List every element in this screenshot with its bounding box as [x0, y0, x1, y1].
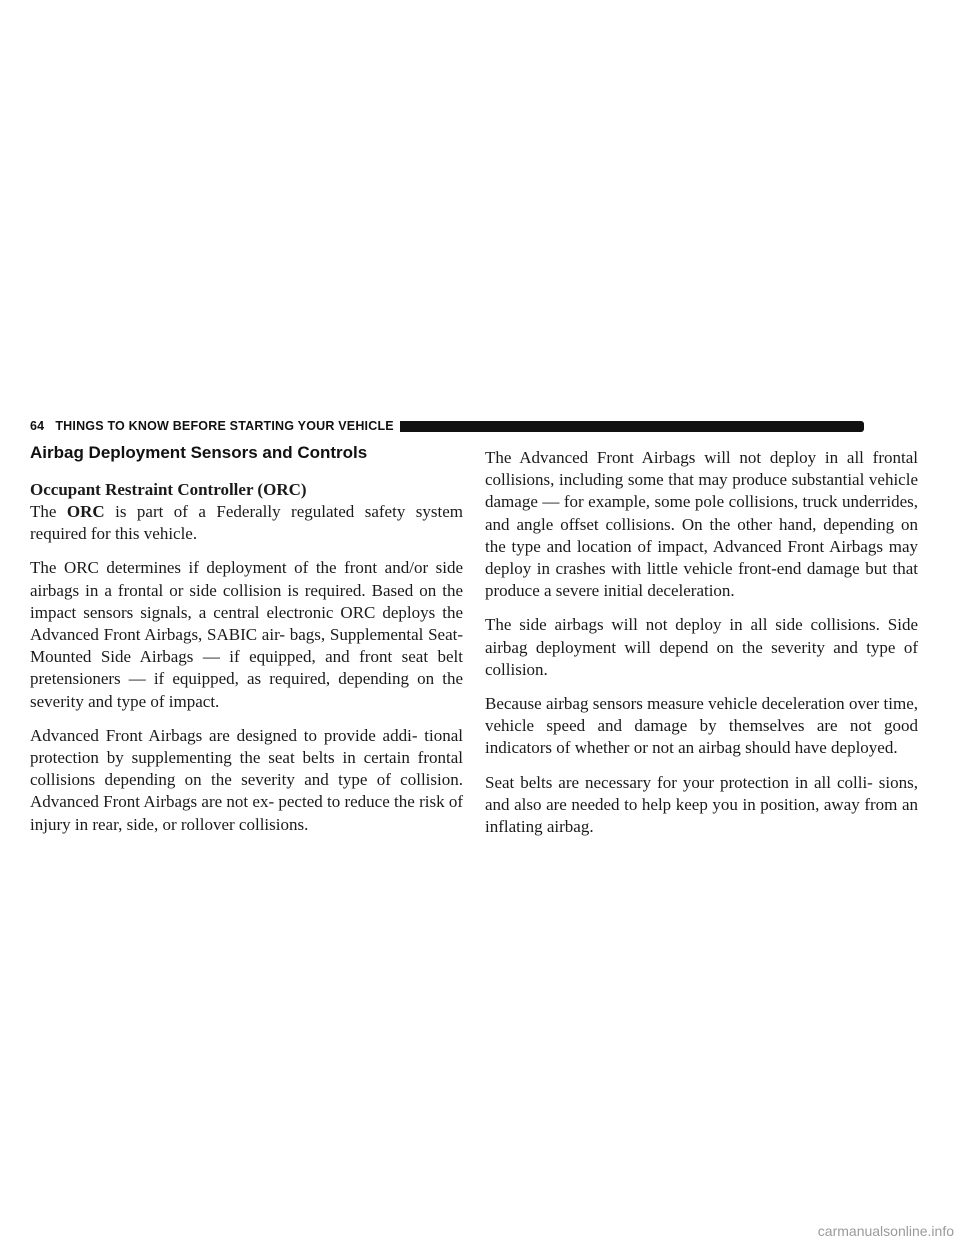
- header-rule: [400, 421, 864, 432]
- left-column: [30, 443, 463, 848]
- paragraph-seat-belts: Seat belts are necessary for your protection in all colli- sions, and also are needed to help keep you in position, away from an inflating airbag.: [485, 772, 918, 837]
- right-column: [485, 447, 918, 850]
- paragraph-advanced-front-airbags: Advanced Front Airbags are designed to provide addi- tional protection by supplementing the seat belts in certain frontal collisions depending on the severity and type of collision. Advanced Front Airbags are not ex- pected to reduce the risk of injury in rear, side, or rollover collisions.: [30, 725, 463, 834]
- paragraph-orc-determines: The ORC determines if deployment of the front and/or side airbags in a frontal or side collision is required. Based on the impact sensors signals, a central electronic ORC deploys the Advanced Front Airbags, SABIC air- bags, Supplemental Seat-Mounted Side Airbags — if equipped, and front seat belt pretensioners — if equipped, as required, depending on the severity and type of impact.: [30, 558, 463, 711]
- paragraph-side-airbags: The side airbags will not deploy in all side collisions. Side airbag deployment will depend on the severity and type of collision.: [485, 615, 918, 679]
- orc-bold-term: ORC: [66, 502, 105, 521]
- running-title: THINGS TO KNOW BEFORE STARTING YOUR VEHICLE: [55, 419, 394, 433]
- watermark-link[interactable]: carmanualsonline.info: [817, 1223, 954, 1239]
- orc-rest: is part of a Federally regulated safety system required for this vehicle.: [30, 502, 464, 544]
- paragraph-sensors-measure: Because airbag sensors measure vehicle deceleration over time, vehicle speed and damage by themselves are not good indicators of whether or not an airbag should have deployed.: [485, 694, 918, 758]
- page-number: 64: [30, 419, 45, 433]
- paragraph-orc-intro: [30, 501, 463, 545]
- subhead-orc: Occupant Restraint Controller (ORC): [30, 480, 307, 499]
- paragraph-not-deploy-frontal: The Advanced Front Airbags will not deploy in all frontal collisions, including some that may produce substantial vehicle damage — for example, some pole collisions, truck underrides, and angle offset collisions. On the other hand, depending on the type and location of impact, Advanced Front Airbags may deploy in crashes with little vehicle front-end damage but that produce a severe initial deceleration.: [485, 448, 918, 601]
- section-title: Airbag Deployment Sensors and Controls: [30, 443, 368, 462]
- page-header: [30, 419, 864, 433]
- orc-prefix: The: [30, 502, 57, 521]
- page-header-label: [30, 419, 394, 433]
